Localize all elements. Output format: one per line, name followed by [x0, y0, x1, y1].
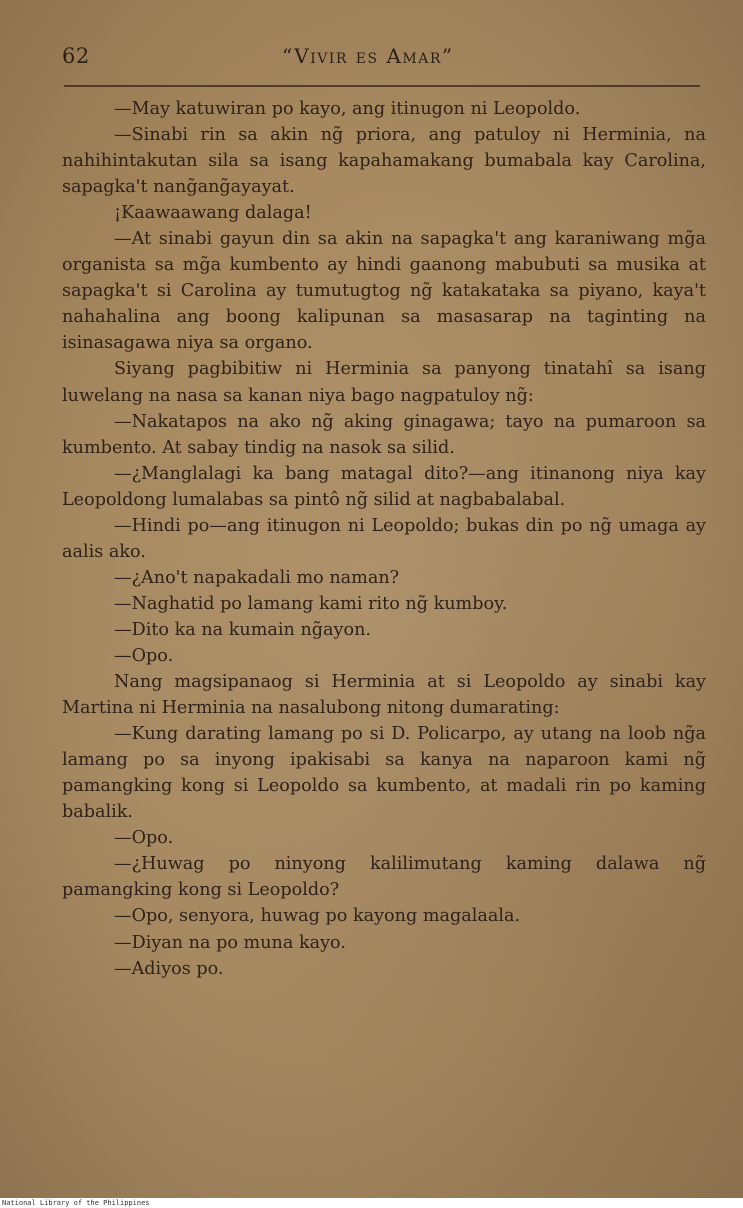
- paragraph: —Opo.: [114, 645, 174, 666]
- paragraph: —Kung darating lamang po si D. Policarpo, ay utang na loob ng̃a lamang po sa inyong ipakisabi sa kanya na naparoon kami ng̃ pamangking kong si Leopoldo sa kumbento, at madali rin po kaming babalik.: [62, 724, 706, 823]
- paragraph: —Sinabi rin sa akin ng̃ priora, ang patuloy ni Herminia, na nahihintakutan sila sa isang kapahamakang bumabala kay Carolina, sapagka't nang̃ang̃ayayat.: [62, 125, 706, 198]
- footer-strip: [0, 1198, 743, 1208]
- paragraph: —Hindi po—ang itinugon ni Leopoldo; bukas din po ng̃ umaga ay aalis ako.: [62, 515, 706, 562]
- library-credit: National Library of the Philippines: [2, 1199, 150, 1207]
- header-rule: [64, 85, 700, 87]
- running-title: “Vivir es Amar”: [282, 44, 454, 68]
- paragraph: —May katuwiran po kayo, ang itinugon ni Leopoldo.: [114, 99, 581, 119]
- paragraph: Siyang pagbibitiw ni Herminia sa panyong tinatahî sa isang luwelang na nasa sa kanan niya bago nagpatuloy ng̃:: [62, 359, 706, 406]
- paragraph: —At sinabi gayun din sa akin na sapagka't ang karaniwang mg̃a organista sa mg̃a kumbento ay hindi gaanong mabubuti sa musika at sapagka't si Carolina ay tumutugtog ng̃ katakataka sa piyano, kaya't nahahalina ang boong kalipunan sa masasarap na taginting na isinasagawa niya sa organo.: [62, 229, 706, 354]
- paragraph: —¿Huwag po ninyong kalilimutang kaming dalawa ng̃ pamangking kong si Leopoldo?: [62, 854, 706, 901]
- page-header: [62, 44, 702, 78]
- paragraph: —¿Manglalagi ka bang matagal dito?—ang itinanong niya kay Leopoldong lumalabas sa pintô ng̃ silid at nagbabalabal.: [62, 463, 706, 510]
- paragraph: —Opo, senyora, huwag po kayong magalaala.: [114, 906, 521, 927]
- paragraph: —Diyan na po muna kayo.: [114, 932, 346, 953]
- paragraph: Nang magsipanaog si Herminia at si Leopoldo ay sinabi kay Martina ni Herminia na nasalubong nitong dumarating:: [62, 672, 706, 719]
- paragraph: —Opo.: [114, 828, 174, 849]
- paragraph: —Naghatid po lamang kami rito ng̃ kumboy.: [114, 593, 508, 614]
- body-text: [62, 96, 706, 982]
- paragraph: ¡Kaawaawang dalaga!: [114, 203, 312, 224]
- paragraph: —Adiyos po.: [114, 958, 224, 979]
- paragraph: —Dito ka na kumain ng̃ayon.: [114, 619, 371, 640]
- page-number: 62: [62, 44, 90, 68]
- paragraph: —Nakatapos na ako ng̃ aking ginagawa; tayo na pumaroon sa kumbento. At sabay tindig na nasok sa silid.: [62, 411, 706, 458]
- paragraph: —¿Ano't napakadali mo naman?: [114, 567, 400, 588]
